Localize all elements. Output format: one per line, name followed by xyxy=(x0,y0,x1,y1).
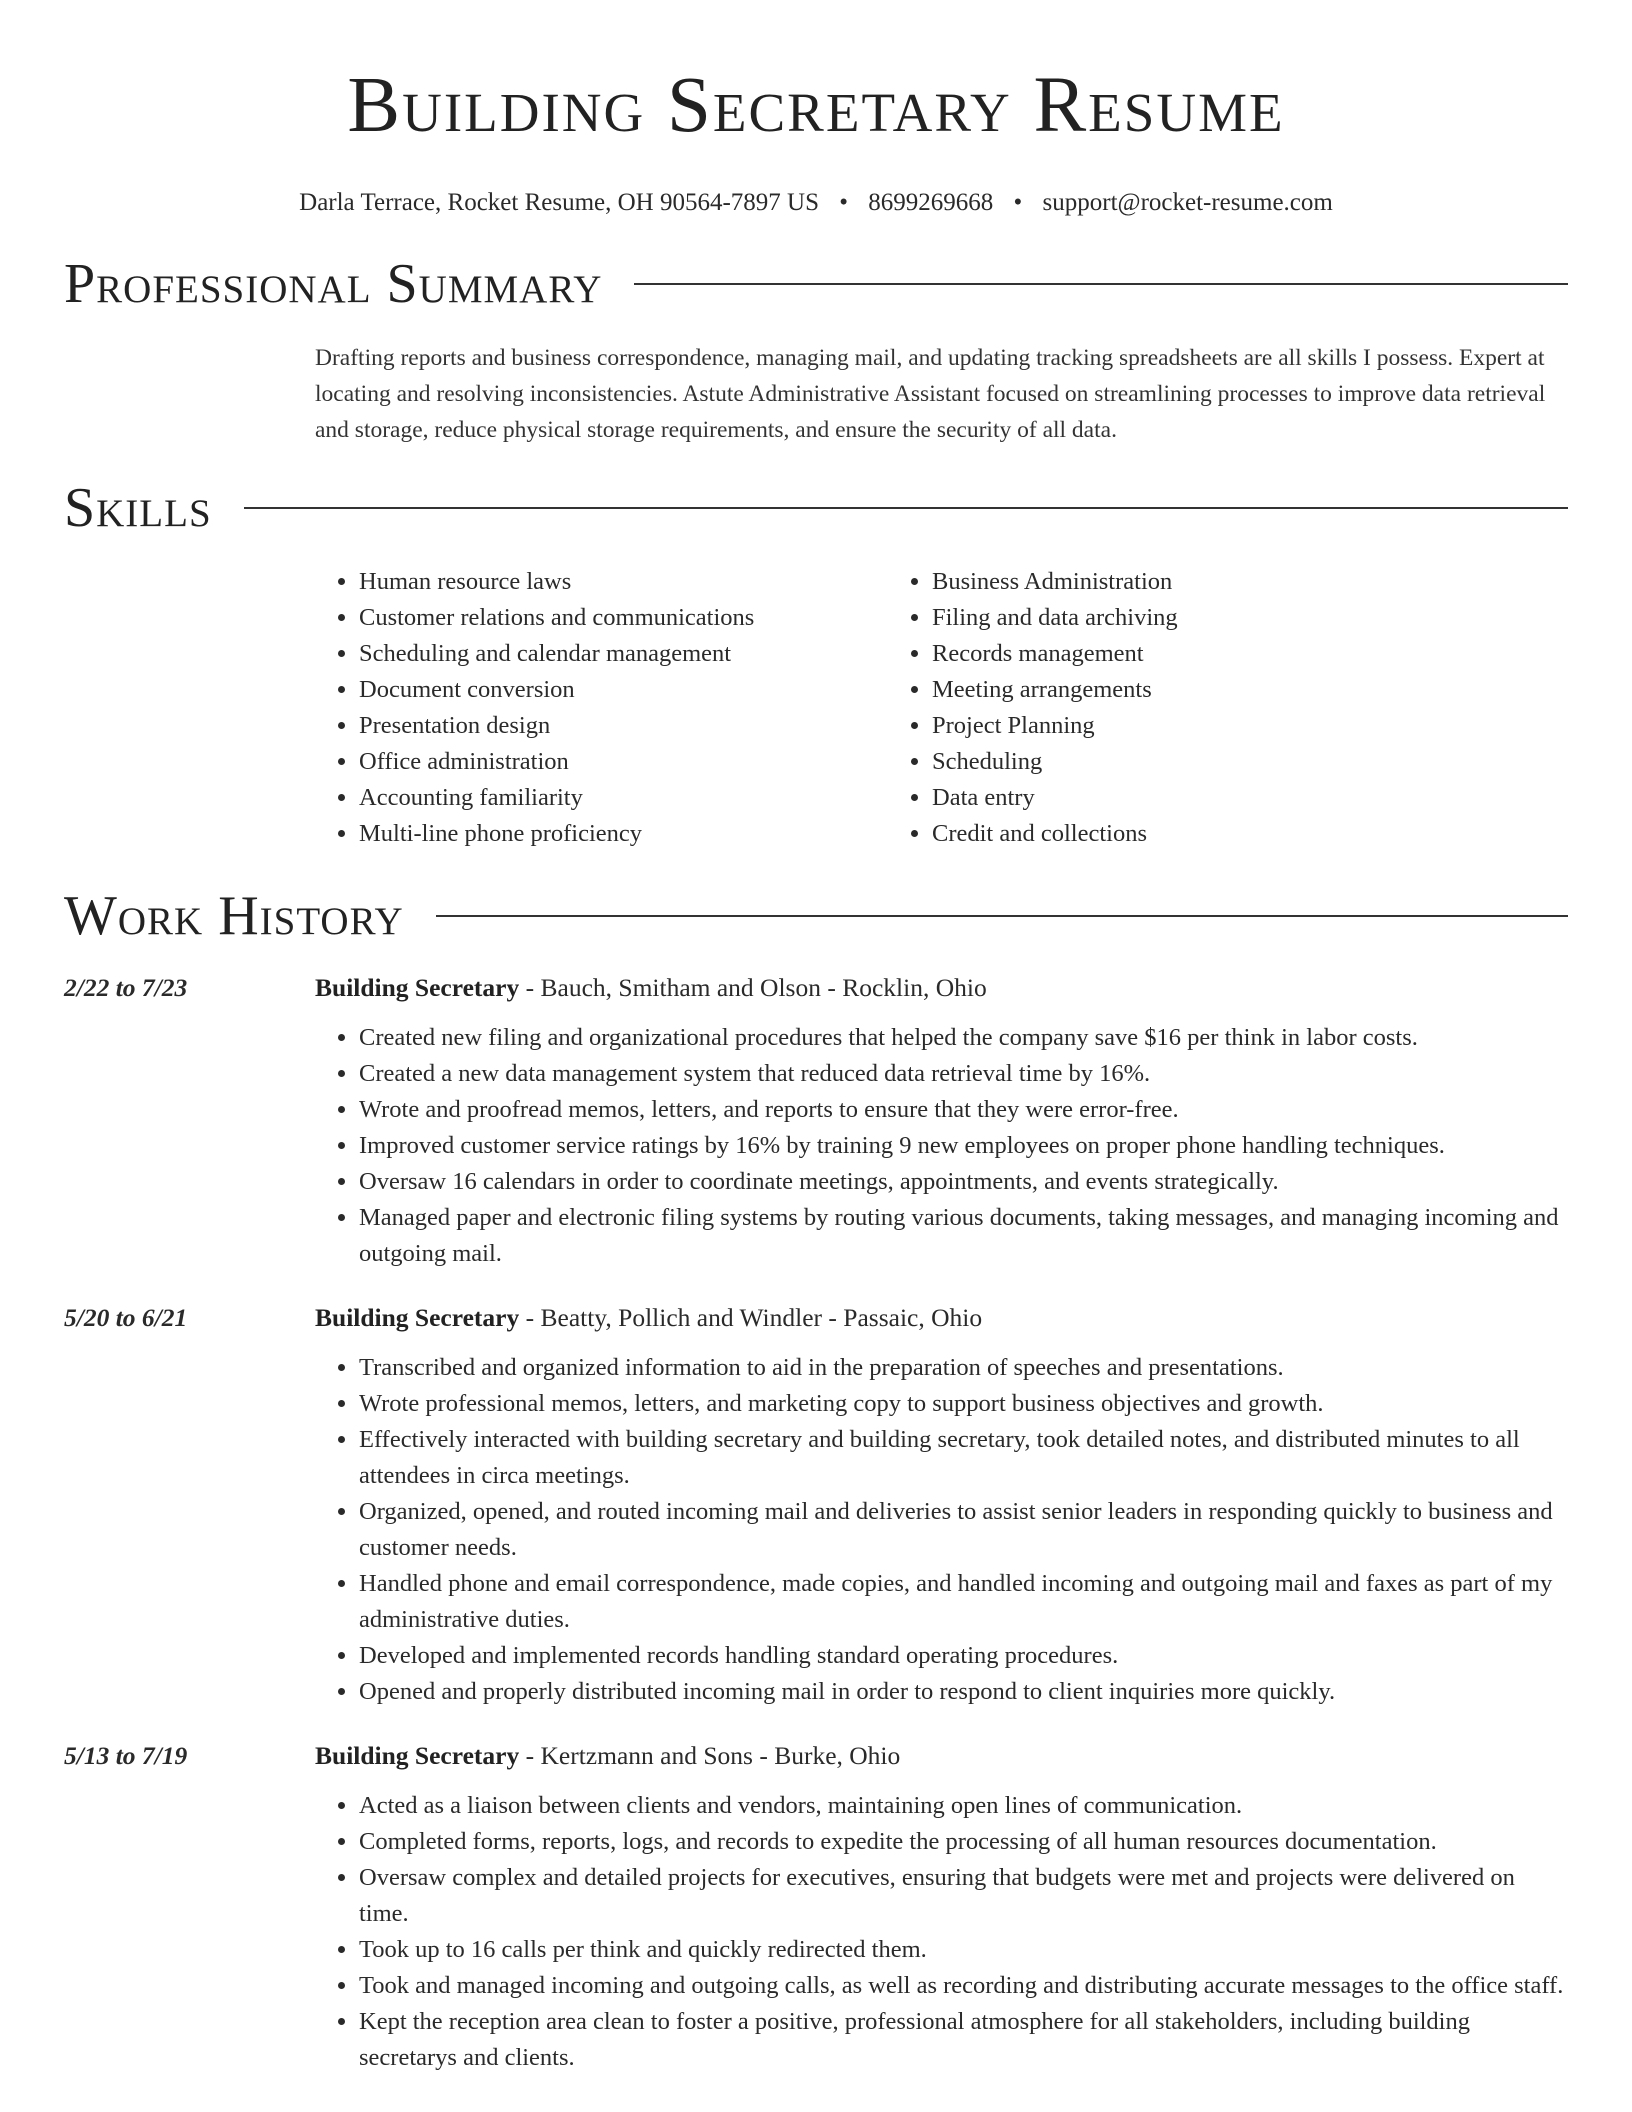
job-bullet: • Acted as a liaison between clients and vendors, maintaining open lines of communication. xyxy=(359,1788,1568,1824)
skill-item: • Data entry xyxy=(932,780,1488,816)
skill-item: • Business Administration xyxy=(932,564,1488,600)
work-history-header xyxy=(64,880,1568,952)
work-history-section xyxy=(64,880,1568,2076)
section-divider xyxy=(634,283,1568,285)
job-bullets xyxy=(315,1788,1568,2076)
skills-heading: Skills xyxy=(64,477,212,539)
job-dates: 5/13 to 7/19 xyxy=(64,1741,188,1770)
skills-list-right xyxy=(888,564,1488,852)
job-header xyxy=(64,970,1568,1006)
job-bullet: • Oversaw 16 calendars in order to coordinate meetings, appointments, and events strategically. xyxy=(359,1164,1568,1200)
job-bullet: • Created new filing and organizational procedures that helped the company save $16 per think in labor costs. xyxy=(359,1020,1568,1056)
skill-item: • Human resource laws xyxy=(359,564,888,600)
resume-title: Building Secretary Resume xyxy=(347,62,1285,149)
skill-item: • Project Planning xyxy=(932,708,1488,744)
skill-item: • Meeting arrangements xyxy=(932,672,1488,708)
job-bullet: • Effectively interacted with building secretary and building secretary, took detailed notes, and distributed minutes to all attendees in circa meetings. xyxy=(359,1422,1568,1494)
skill-item: • Document conversion xyxy=(359,672,888,708)
contact-separator: • xyxy=(1013,189,1023,216)
job-entry xyxy=(64,970,1568,1272)
contact-line xyxy=(64,188,1568,218)
section-divider xyxy=(244,507,1568,509)
job-heading xyxy=(315,970,987,1006)
contact-separator: • xyxy=(839,189,849,216)
job-title: Building Secretary xyxy=(315,973,520,1002)
job-bullet: • Took and managed incoming and outgoing calls, as well as recording and distributing accurate messages to the office staff. xyxy=(359,1968,1568,2004)
job-bullet: • Handled phone and email correspondence, made copies, and handled incoming and outgoing mail and faxes as part of my administrative duties. xyxy=(359,1566,1568,1638)
contact-email: support@rocket-resume.com xyxy=(1042,189,1333,216)
job-title: Building Secretary xyxy=(315,1741,520,1770)
job-heading xyxy=(315,1300,982,1336)
section-divider xyxy=(436,915,1568,917)
skill-item: • Credit and collections xyxy=(932,816,1488,852)
skills-list-left xyxy=(315,564,888,852)
job-bullet: • Oversaw complex and detailed projects for executives, ensuring that budgets were met and projects were delivered on time. xyxy=(359,1860,1568,1932)
contact-phone: 8699269668 xyxy=(868,189,994,216)
job-employer: - Kertzmann and Sons - Burke, Ohio xyxy=(519,1741,901,1770)
skill-item: • Scheduling and calendar management xyxy=(359,636,888,672)
job-employer: - Bauch, Smitham and Olson - Rocklin, Ohio xyxy=(519,973,987,1002)
job-bullet: • Opened and properly distributed incoming mail in order to respond to client inquiries more quickly. xyxy=(359,1674,1568,1710)
skills-section xyxy=(64,472,1568,852)
skill-item: • Accounting familiarity xyxy=(359,780,888,816)
job-employer: - Beatty, Pollich and Windler - Passaic, Ohio xyxy=(519,1303,983,1332)
job-bullets xyxy=(315,1350,1568,1710)
skill-item: • Multi-line phone proficiency xyxy=(359,816,888,852)
job-entry xyxy=(64,1738,1568,2076)
summary-text: Drafting reports and business correspondence, managing mail, and updating tracking spreadsheets are all skills I possess. Expert at locating and resolving inconsistencies. Astute Administrative Assistant focused on streamlining processes to improve data retrieval and storage, reduce physical storage requirements, and ensure the security of all data. xyxy=(315,345,1546,443)
job-bullet: • Improved customer service ratings by 16% by training 9 new employees on proper phone handling techniques. xyxy=(359,1128,1568,1164)
skill-item: • Customer relations and communications xyxy=(359,600,888,636)
job-bullet: • Took up to 16 calls per think and quickly redirected them. xyxy=(359,1932,1568,1968)
job-title: Building Secretary xyxy=(315,1303,520,1332)
job-bullet: • Organized, opened, and routed incoming mail and deliveries to assist senior leaders in responding quickly to business and customer needs. xyxy=(359,1494,1568,1566)
skill-item: • Records management xyxy=(932,636,1488,672)
job-heading xyxy=(315,1738,900,1774)
job-bullet: • Completed forms, reports, logs, and records to expedite the processing of all human resources documentation. xyxy=(359,1824,1568,1860)
job-dates: 2/22 to 7/23 xyxy=(64,973,188,1002)
skill-item: • Presentation design xyxy=(359,708,888,744)
job-header xyxy=(64,1300,1568,1336)
summary-header xyxy=(64,248,1568,320)
skill-item: • Office administration xyxy=(359,744,888,780)
skills-header xyxy=(64,472,1568,544)
job-header xyxy=(64,1738,1568,1774)
job-bullet: • Wrote and proofread memos, letters, and reports to ensure that they were error-free. xyxy=(359,1092,1568,1128)
skill-item: • Scheduling xyxy=(932,744,1488,780)
skill-item: • Filing and data archiving xyxy=(932,600,1488,636)
skills-columns xyxy=(315,564,1568,852)
job-bullet: • Kept the reception area clean to foster a positive, professional atmosphere for all stakeholders, including building secretarys and clients. xyxy=(359,2004,1568,2076)
contact-address: Darla Terrace, Rocket Resume, OH 90564-7897 US xyxy=(299,189,820,216)
job-bullets xyxy=(315,1020,1568,1272)
summary-section xyxy=(64,248,1568,448)
job-bullet: • Transcribed and organized information to aid in the preparation of speeches and presentations. xyxy=(359,1350,1568,1386)
job-bullet: • Developed and implemented records handling standard operating procedures. xyxy=(359,1638,1568,1674)
job-dates: 5/20 to 6/21 xyxy=(64,1303,188,1332)
job-bullet: • Wrote professional memos, letters, and marketing copy to support business objectives and growth. xyxy=(359,1386,1568,1422)
work-history-heading: Work History xyxy=(64,885,404,947)
job-bullet: • Created a new data management system that reduced data retrieval time by 16%. xyxy=(359,1056,1568,1092)
job-entry xyxy=(64,1300,1568,1710)
job-bullet: • Managed paper and electronic filing systems by routing various documents, taking messages, and managing incoming and outgoing mail. xyxy=(359,1200,1568,1272)
summary-heading: Professional Summary xyxy=(64,253,603,315)
